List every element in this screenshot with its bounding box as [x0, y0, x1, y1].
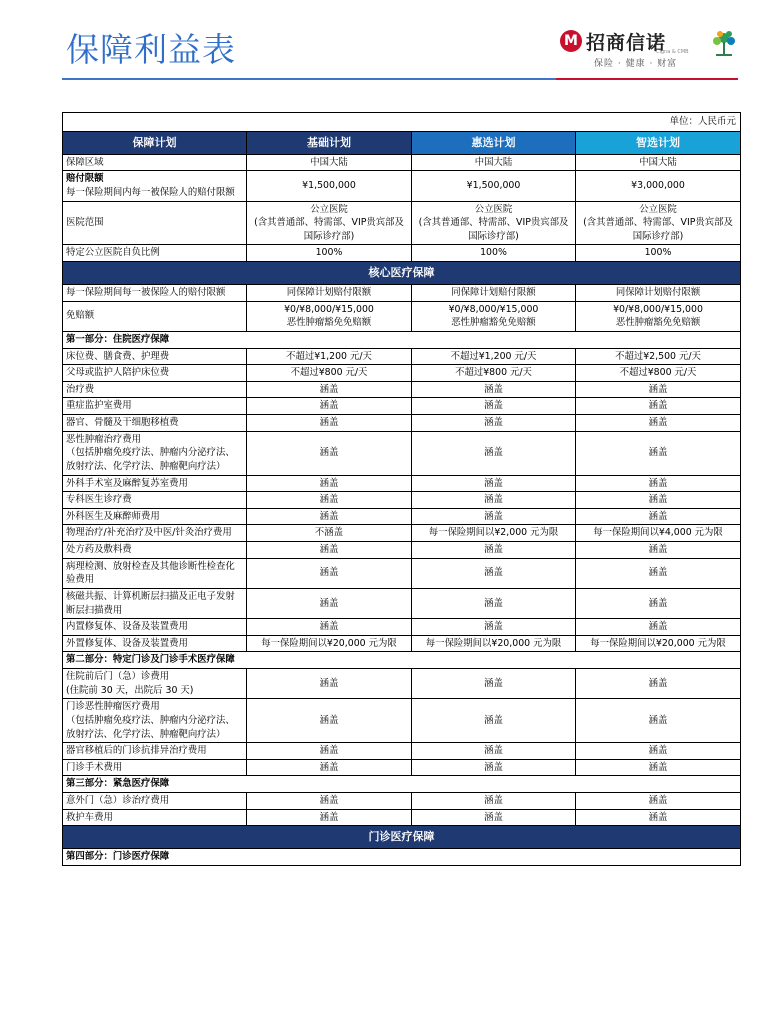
- outpatient-value-1: 涵盖: [412, 669, 576, 699]
- logo-en: Cigna & CMB: [656, 49, 689, 55]
- inpatient-value-1: 涵盖: [412, 558, 576, 588]
- label-heading: 赔付限额: [66, 173, 104, 185]
- coverage-value-0: 中国大陆: [247, 154, 412, 171]
- inpatient-value-0: 涵盖: [247, 588, 412, 618]
- outpatient-label: 住院前后门（急）诊费用 (住院前 30 天，出院后 30 天): [63, 669, 247, 699]
- inpatient-label: 治疗费: [63, 381, 247, 398]
- outpatient-value-2: 涵盖: [576, 669, 741, 699]
- emergency-value-2: 涵盖: [576, 809, 741, 826]
- logo-slogan: 保险 · 健康 · 财富: [594, 59, 678, 69]
- coverage-value-1: 公立医院 (含其普通部、特需部、VIP贵宾部及国际诊疗部): [412, 201, 576, 245]
- table-row: [63, 301, 741, 331]
- section-core-medical-title: 核心医疗保障: [63, 262, 741, 285]
- core-value-2: 同保障计划赔付限额: [576, 285, 741, 302]
- logo-name: 招商信诺: [586, 32, 667, 54]
- inpatient-label: 恶性肿瘤治疗费用 （包括肿瘤免疫疗法、肿瘤内分泌疗法、放射疗法、化学疗法、肿瘤靶向疗法）: [63, 431, 247, 475]
- part-2-outpatient-surgery: [63, 652, 741, 669]
- table-row: [63, 431, 741, 475]
- inpatient-value-0: 涵盖: [247, 619, 412, 636]
- inpatient-value-2: 涵盖: [576, 588, 741, 618]
- inpatient-label: 重症监护室费用: [63, 398, 247, 415]
- inpatient-value-2: 涵盖: [576, 431, 741, 475]
- coverage-label: 特定公立医院自负比例: [63, 245, 247, 262]
- inpatient-label: 器官、骨髓及干细胞移植费: [63, 415, 247, 432]
- inpatient-value-2: 涵盖: [576, 492, 741, 509]
- title-rule-accent: [556, 78, 738, 80]
- outpatient-value-2: 涵盖: [576, 743, 741, 760]
- coverage-value-0: ¥1,500,000: [247, 171, 412, 201]
- table-row: [63, 154, 741, 171]
- inpatient-value-2: 不超过¥2,500 元/天: [576, 348, 741, 365]
- outpatient-value-0: 涵盖: [247, 759, 412, 776]
- coverage-value-2: 100%: [576, 245, 741, 262]
- inpatient-value-0: 涵盖: [247, 508, 412, 525]
- inpatient-value-2: 涵盖: [576, 508, 741, 525]
- emergency-value-2: 涵盖: [576, 793, 741, 810]
- table-row: [63, 759, 741, 776]
- cigna-cmb-logo: [560, 28, 740, 72]
- inpatient-value-1: 涵盖: [412, 381, 576, 398]
- inpatient-value-2: 每一保险期间以¥20,000 元为限: [576, 635, 741, 652]
- outpatient-value-0: 涵盖: [247, 669, 412, 699]
- coverage-label: [63, 171, 247, 201]
- table-row: [63, 558, 741, 588]
- emergency-label: 救护车费用: [63, 809, 247, 826]
- part-1-inpatient: [63, 331, 741, 348]
- table-row: [63, 492, 741, 509]
- part-4-outpatient-title: 第四部分：门诊医疗保障: [63, 849, 741, 866]
- inpatient-label: 外科医生及麻醉师费用: [63, 508, 247, 525]
- core-value-0: ¥0/¥8,000/¥15,000 恶性肿瘤豁免免赔额: [247, 301, 412, 331]
- inpatient-value-1: 涵盖: [412, 431, 576, 475]
- inpatient-value-0: 涵盖: [247, 415, 412, 432]
- coverage-value-0: 100%: [247, 245, 412, 262]
- inpatient-value-1: 每一保险期间以¥20,000 元为限: [412, 635, 576, 652]
- table-row: [63, 381, 741, 398]
- coverage-value-2: 公立医院 (含其普通部、特需部、VIP贵宾部及国际诊疗部): [576, 201, 741, 245]
- inpatient-value-1: 涵盖: [412, 542, 576, 559]
- outpatient-value-2: 涵盖: [576, 699, 741, 743]
- table-row: [63, 542, 741, 559]
- section-outpatient-medical-title: 门诊医疗保障: [63, 826, 741, 849]
- inpatient-value-1: 每一保险期间以¥2,000 元为限: [412, 525, 576, 542]
- emergency-value-0: 涵盖: [247, 809, 412, 826]
- coverage-value-1: 中国大陆: [412, 154, 576, 171]
- table-row: [63, 743, 741, 760]
- table-row: [63, 201, 741, 245]
- plan-header-3: 智选计划: [576, 131, 741, 154]
- table-row: [63, 475, 741, 492]
- label-text: 每一保险期间内每一被保险人的赔付限额: [66, 186, 235, 198]
- logo-badge-icon: M: [560, 30, 582, 52]
- inpatient-label: 内置修复体、设备及装置费用: [63, 619, 247, 636]
- emergency-value-1: 涵盖: [412, 793, 576, 810]
- table-row: [63, 508, 741, 525]
- inpatient-label: 专科医生诊疗费: [63, 492, 247, 509]
- inpatient-value-2: 涵盖: [576, 619, 741, 636]
- outpatient-value-1: 涵盖: [412, 699, 576, 743]
- coverage-value-0: 公立医院 (含其普通部、特需部、VIP贵宾部及国际诊疗部): [247, 201, 412, 245]
- tree-icon: [708, 28, 740, 58]
- inpatient-value-0: 每一保险期间以¥20,000 元为限: [247, 635, 412, 652]
- outpatient-value-0: 涵盖: [247, 699, 412, 743]
- emergency-label: 意外门（急）诊治疗费用: [63, 793, 247, 810]
- emergency-value-1: 涵盖: [412, 809, 576, 826]
- inpatient-value-0: 涵盖: [247, 475, 412, 492]
- core-value-1: ¥0/¥8,000/¥15,000 恶性肿瘤豁免免赔额: [412, 301, 576, 331]
- table-row: [63, 245, 741, 262]
- inpatient-value-2: 涵盖: [576, 475, 741, 492]
- inpatient-value-1: 涵盖: [412, 508, 576, 525]
- outpatient-value-0: 涵盖: [247, 743, 412, 760]
- coverage-label: 医院范围: [63, 201, 247, 245]
- plan-header-2: 惠选计划: [412, 131, 576, 154]
- inpatient-value-1: 涵盖: [412, 398, 576, 415]
- inpatient-label: 外科手术室及麻醉复苏室费用: [63, 475, 247, 492]
- table-row: [63, 669, 741, 699]
- outpatient-label: 门诊恶性肿瘤医疗费用 （包括肿瘤免疫疗法、肿瘤内分泌疗法、放射疗法、化学疗法、肿瘤靶向疗法）: [63, 699, 247, 743]
- inpatient-value-0: 涵盖: [247, 381, 412, 398]
- outpatient-label: 门诊手术费用: [63, 759, 247, 776]
- inpatient-value-2: 每一保险期间以¥4,000 元为限: [576, 525, 741, 542]
- table-row: [63, 171, 741, 201]
- table-row: [63, 348, 741, 365]
- inpatient-label: 外置修复体、设备及装置费用: [63, 635, 247, 652]
- inpatient-value-0: 涵盖: [247, 431, 412, 475]
- inpatient-value-0: 涵盖: [247, 558, 412, 588]
- unit-row: [63, 113, 741, 132]
- outpatient-value-1: 涵盖: [412, 743, 576, 760]
- inpatient-value-1: 涵盖: [412, 619, 576, 636]
- core-value-0: 同保障计划赔付限额: [247, 285, 412, 302]
- table-row: [63, 635, 741, 652]
- inpatient-value-0: 涵盖: [247, 492, 412, 509]
- inpatient-value-1: 涵盖: [412, 588, 576, 618]
- table-row: [63, 365, 741, 382]
- coverage-value-1: 100%: [412, 245, 576, 262]
- part-3-emergency-title: 第三部分：紧急医疗保障: [63, 776, 741, 793]
- part-4-outpatient: [63, 849, 741, 866]
- inpatient-value-2: 涵盖: [576, 558, 741, 588]
- plan-header-1: 基础计划: [247, 131, 412, 154]
- emergency-value-0: 涵盖: [247, 793, 412, 810]
- core-value-1: 同保障计划赔付限额: [412, 285, 576, 302]
- plan-header-row: [63, 131, 741, 154]
- inpatient-value-1: 涵盖: [412, 475, 576, 492]
- core-value-2: ¥0/¥8,000/¥15,000 恶性肿瘤豁免免赔额: [576, 301, 741, 331]
- table-row: [63, 793, 741, 810]
- core-label: 每一保险期间每一被保险人的赔付限额: [63, 285, 247, 302]
- inpatient-label: 父母或监护人陪护床位费: [63, 365, 247, 382]
- inpatient-label: 处方药及敷料费: [63, 542, 247, 559]
- coverage-value-2: 中国大陆: [576, 154, 741, 171]
- inpatient-value-2: 涵盖: [576, 398, 741, 415]
- plan-header-0: 保障计划: [63, 131, 247, 154]
- part-1-inpatient-title: 第一部分：住院医疗保障: [63, 331, 741, 348]
- unit-label: 单位：人民币元: [63, 113, 741, 132]
- inpatient-value-1: 涵盖: [412, 492, 576, 509]
- table-row: [63, 415, 741, 432]
- table-row: [63, 699, 741, 743]
- section-outpatient-medical: [63, 826, 741, 849]
- inpatient-value-2: 不超过¥800 元/天: [576, 365, 741, 382]
- inpatient-label: 核磁共振、计算机断层扫描及正电子发射断层扫描费用: [63, 588, 247, 618]
- part-3-emergency: [63, 776, 741, 793]
- table-row: [63, 398, 741, 415]
- inpatient-value-0: 不超过¥1,200 元/天: [247, 348, 412, 365]
- section-core-medical: [63, 262, 741, 285]
- inpatient-value-0: 涵盖: [247, 542, 412, 559]
- inpatient-value-2: 涵盖: [576, 415, 741, 432]
- benefits-table: [62, 112, 741, 866]
- inpatient-value-1: 不超过¥1,200 元/天: [412, 348, 576, 365]
- inpatient-value-1: 涵盖: [412, 415, 576, 432]
- coverage-value-2: ¥3,000,000: [576, 171, 741, 201]
- inpatient-value-0: 不超过¥800 元/天: [247, 365, 412, 382]
- inpatient-value-2: 涵盖: [576, 381, 741, 398]
- inpatient-label: 物理治疗/补充治疗及中医/针灸治疗费用: [63, 525, 247, 542]
- table-row: [63, 525, 741, 542]
- table-row: [63, 619, 741, 636]
- inpatient-value-1: 不超过¥800 元/天: [412, 365, 576, 382]
- inpatient-value-2: 涵盖: [576, 542, 741, 559]
- core-label: 免赔额: [63, 301, 247, 331]
- inpatient-value-0: 涵盖: [247, 398, 412, 415]
- coverage-value-1: ¥1,500,000: [412, 171, 576, 201]
- outpatient-label: 器官移植后的门诊抗排异治疗费用: [63, 743, 247, 760]
- inpatient-value-0: 不涵盖: [247, 525, 412, 542]
- table-row: [63, 588, 741, 618]
- table-row: [63, 809, 741, 826]
- inpatient-label: 病理检测、放射检查及其他诊断性检查化验费用: [63, 558, 247, 588]
- inpatient-label: 床位费、膳食费、护理费: [63, 348, 247, 365]
- table-row: [63, 285, 741, 302]
- page-title: 保障利益表: [66, 30, 236, 69]
- coverage-label: 保障区域: [63, 154, 247, 171]
- outpatient-value-2: 涵盖: [576, 759, 741, 776]
- outpatient-value-1: 涵盖: [412, 759, 576, 776]
- part-2-outpatient-surgery-title: 第二部分：特定门诊及门诊手术医疗保障: [63, 652, 741, 669]
